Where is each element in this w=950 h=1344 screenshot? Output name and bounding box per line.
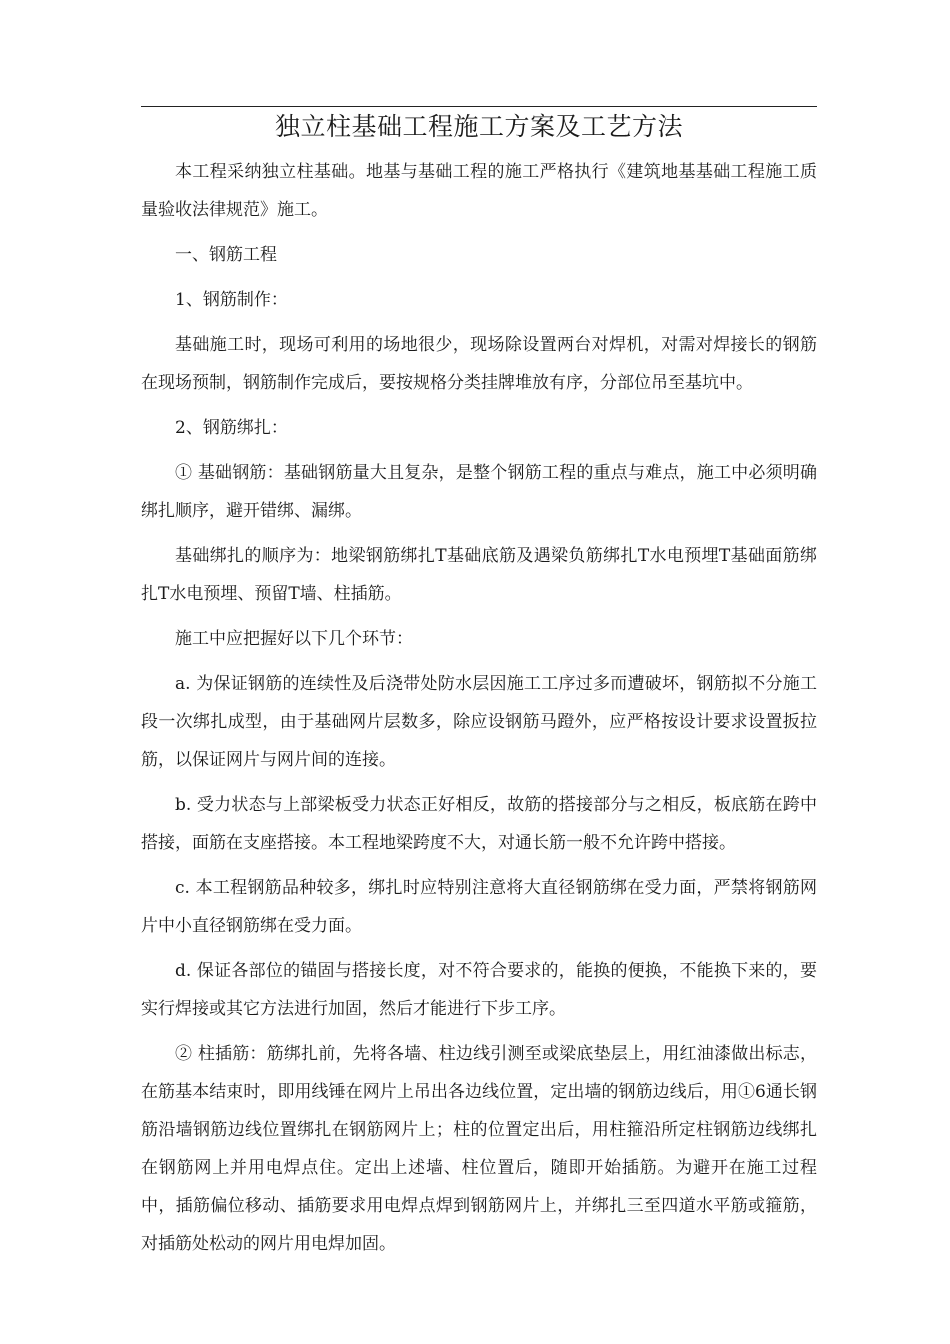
paragraph-key-points: 施工中应把握好以下几个环节： bbox=[175, 629, 413, 649]
paragraph-column-dowels: ② 柱插筋：筋绑扎前，先将各墙、柱边线引测至或梁底垫层上，用红油漆做出标志，在筋基本结束时，即用线锤在网片上吊出各边线位置，定出墙的钢筋边线后，用①6通长钢筋沿墙钢筋边线位置绑扎在钢筋网片上；柱的位置定出后，用柱箍沿所定柱钢筋边线绑扎在钢筋网上并用电焊点住。定出上述墙、柱位置后，随即开始插筋。为避开在施工过程中，插筋偏位移动、插筋要求用电焊点焊到钢筋网片上，并绑扎三至四道水平筋或箍筋，对插筋处松动的网片用电焊加固。 bbox=[141, 1044, 817, 1254]
paragraph-point-a: a. 为保证钢筋的连续性及后浇带处防水层因施工工序过多而遭破坏，钢筋拟不分施工段一次绑扎成型，由于基础网片层数多，除应设钢筋马蹬外，应严格按设计要求设置扳拉筋，以保证网片与网片间的连接。 bbox=[141, 674, 817, 770]
subheading-rebar-fabrication: 1、钢筋制作： bbox=[175, 290, 288, 310]
paragraph-point-c: c. 本工程钢筋品种较多，绑扎时应特别注意将大直径钢筋绑在受力面，严禁将钢筋网片中小直径钢筋绑在受力面。 bbox=[141, 878, 817, 936]
section-heading-rebar: 一、钢筋工程 bbox=[175, 245, 277, 265]
document-title: 独立柱基础工程施工方案及工艺方法 bbox=[274, 112, 683, 141]
paragraph-binding-sequence: 基础绑扎的顺序为：地梁钢筋绑扎T基础底筋及遇梁负筋绑扎T水电预埋T基础面筋绑扎T水电预埋、预留T墙、柱插筋。 bbox=[141, 546, 817, 604]
paragraph-point-d: d. 保证各部位的锚固与搭接长度，对不符合要求的，能换的便换，不能换下来的，要实行焊接或其它方法进行加固，然后才能进行下步工序。 bbox=[141, 961, 817, 1019]
subheading-rebar-binding: 2、钢筋绑扎： bbox=[175, 418, 288, 438]
header-rule bbox=[141, 106, 817, 107]
paragraph-point-b: b. 受力状态与上部梁板受力状态正好相反，故筋的搭接部分与之相反，板底筋在跨中搭接，面筋在支座搭接。本工程地梁跨度不大，对通长筋一般不允许跨中搭接。 bbox=[141, 795, 817, 853]
paragraph-foundation-rebar: ① 基础钢筋：基础钢筋量大且复杂，是整个钢筋工程的重点与难点，施工中必须明确绑扎顺序，避开错绑、漏绑。 bbox=[141, 463, 817, 521]
document-body bbox=[141, 153, 817, 1270]
paragraph-fabrication: 基础施工时，现场可利用的场地很少，现场除设置两台对焊机，对需对焊接长的钢筋在现场预制，钢筋制作完成后，要按规格分类挂牌堆放有序，分部位吊至基坑中。 bbox=[141, 335, 817, 393]
paragraph-intro: 本工程采纳独立柱基础。地基与基础工程的施工严格执行《建筑地基基础工程施工质量验收法律规范》施工。 bbox=[141, 162, 817, 220]
